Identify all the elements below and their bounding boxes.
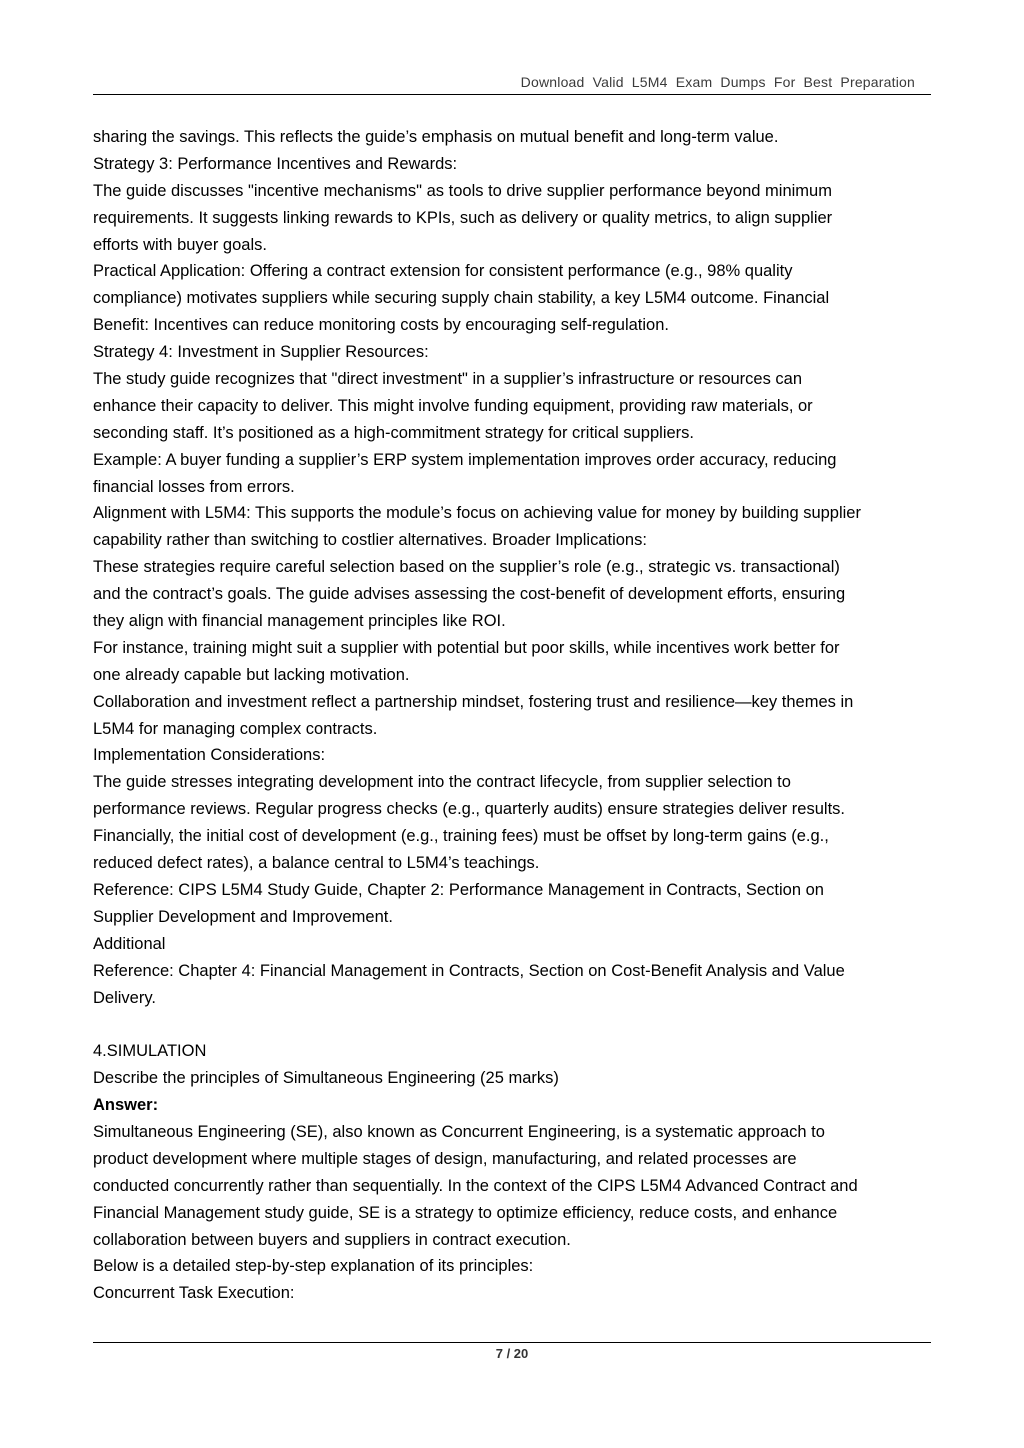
text-line: Additional: [93, 934, 166, 953]
text-line: Practical Application: Offering a contract extension for consistent performance (e.g., 98% quality: [93, 262, 793, 281]
text-line: L5M4 for managing complex contracts.: [93, 719, 378, 738]
text-line: Simultaneous Engineering (SE), also known as Concurrent Engineering, is a systematic approach to: [93, 1122, 825, 1141]
text-line: Financial Management study guide, SE is a strategy to optimize efficiency, reduce costs, and enhance: [93, 1203, 838, 1222]
text-line: Strategy 4: Investment in Supplier Resources:: [93, 343, 429, 362]
text-line: Below is a detailed step-by-step explanation of its principles:: [93, 1257, 534, 1276]
page-header: [93, 72, 931, 95]
document-body: [93, 124, 938, 1307]
text-line: Reference: Chapter 4: Financial Management in Contracts, Section on Cost-Benefit Analysis and Value: [93, 961, 845, 980]
text-line: For instance, training might suit a supplier with potential but poor skills, while incentives work better for: [93, 638, 840, 657]
header-title: Download Valid L5M4 Exam Dumps For Best Preparation: [520, 74, 915, 90]
text-line: product development where multiple stages of design, manufacturing, and related processes are: [93, 1149, 797, 1168]
text-line: conducted concurrently rather than sequentially. In the context of the CIPS L5M4 Advanced Contract and: [93, 1176, 858, 1195]
text-line: one already capable but lacking motivation.: [93, 665, 410, 684]
text-line: they align with financial management principles like ROI.: [93, 612, 506, 631]
text-line: Describe the principles of Simultaneous Engineering (25 marks): [93, 1069, 559, 1088]
text-line: Concurrent Task Execution:: [93, 1284, 295, 1303]
text-line: performance reviews. Regular progress checks (e.g., quarterly audits) ensure strategies deliver results.: [93, 800, 845, 819]
text-line: collaboration between buyers and suppliers in contract execution.: [93, 1230, 571, 1249]
text-line: Implementation Considerations:: [93, 746, 326, 765]
text-line: reduced defect rates), a balance central to L5M4’s teachings.: [93, 854, 540, 873]
text-line: requirements. It suggests linking rewards to KPIs, such as delivery or quality metrics, to align supplier: [93, 208, 833, 227]
text-line: Supplier Development and Improvement.: [93, 907, 393, 926]
text-line: and the contract’s goals. The guide advises assessing the cost-benefit of development efforts, ensuring: [93, 585, 846, 604]
text-line: The study guide recognizes that "direct investment" in a supplier’s infrastructure or resources can: [93, 370, 803, 389]
text-line: compliance) motivates suppliers while securing supply chain stability, a key L5M4 outcome. Financial: [93, 289, 830, 308]
text-line: These strategies require careful selection based on the supplier’s role (e.g., strategic vs. transactional): [93, 558, 840, 577]
text-line: Reference: CIPS L5M4 Study Guide, Chapter 2: Performance Management in Contracts, Section on: [93, 880, 824, 899]
text-line: enhance their capacity to deliver. This might involve funding equipment, providing raw materials, or: [93, 396, 813, 415]
text-line: The guide discusses "incentive mechanisms" as tools to drive supplier performance beyond minimum: [93, 181, 832, 200]
text-line: Example: A buyer funding a supplier’s ERP system implementation improves order accuracy, reducing: [93, 450, 837, 469]
text-line: The guide stresses integrating development into the contract lifecycle, from supplier selection to: [93, 773, 791, 792]
text-line: financial losses from errors.: [93, 477, 295, 496]
text-line: efforts with buyer goals.: [93, 235, 267, 254]
text-line: [93, 1011, 938, 1038]
answer-heading: Answer:: [93, 1096, 159, 1115]
text-line: sharing the savings. This reflects the guide’s emphasis on mutual benefit and long-term value.: [93, 128, 779, 146]
text-line: Benefit: Incentives can reduce monitoring costs by encouraging self-regulation.: [93, 316, 669, 335]
text-line: 4.SIMULATION: [93, 1042, 207, 1061]
text-line: capability rather than switching to costlier alternatives. Broader Implications:: [93, 531, 647, 550]
text-line: Delivery.: [93, 988, 156, 1007]
page-number: 7 / 20: [495, 1346, 529, 1361]
text-line: Collaboration and investment reflect a partnership mindset, fostering trust and resilience—key themes in: [93, 692, 854, 711]
text-line: Strategy 3: Performance Incentives and Rewards:: [93, 154, 458, 173]
footer-rule: [93, 1342, 931, 1343]
text-line: seconding staff. It’s positioned as a high-commitment strategy for critical suppliers.: [93, 423, 695, 442]
text-line: Alignment with L5M4: This supports the module’s focus on achieving value for money by building supplier: [93, 504, 861, 523]
text-line: Financially, the initial cost of development (e.g., training fees) must be offset by long-term gains (e.g.,: [93, 827, 829, 846]
